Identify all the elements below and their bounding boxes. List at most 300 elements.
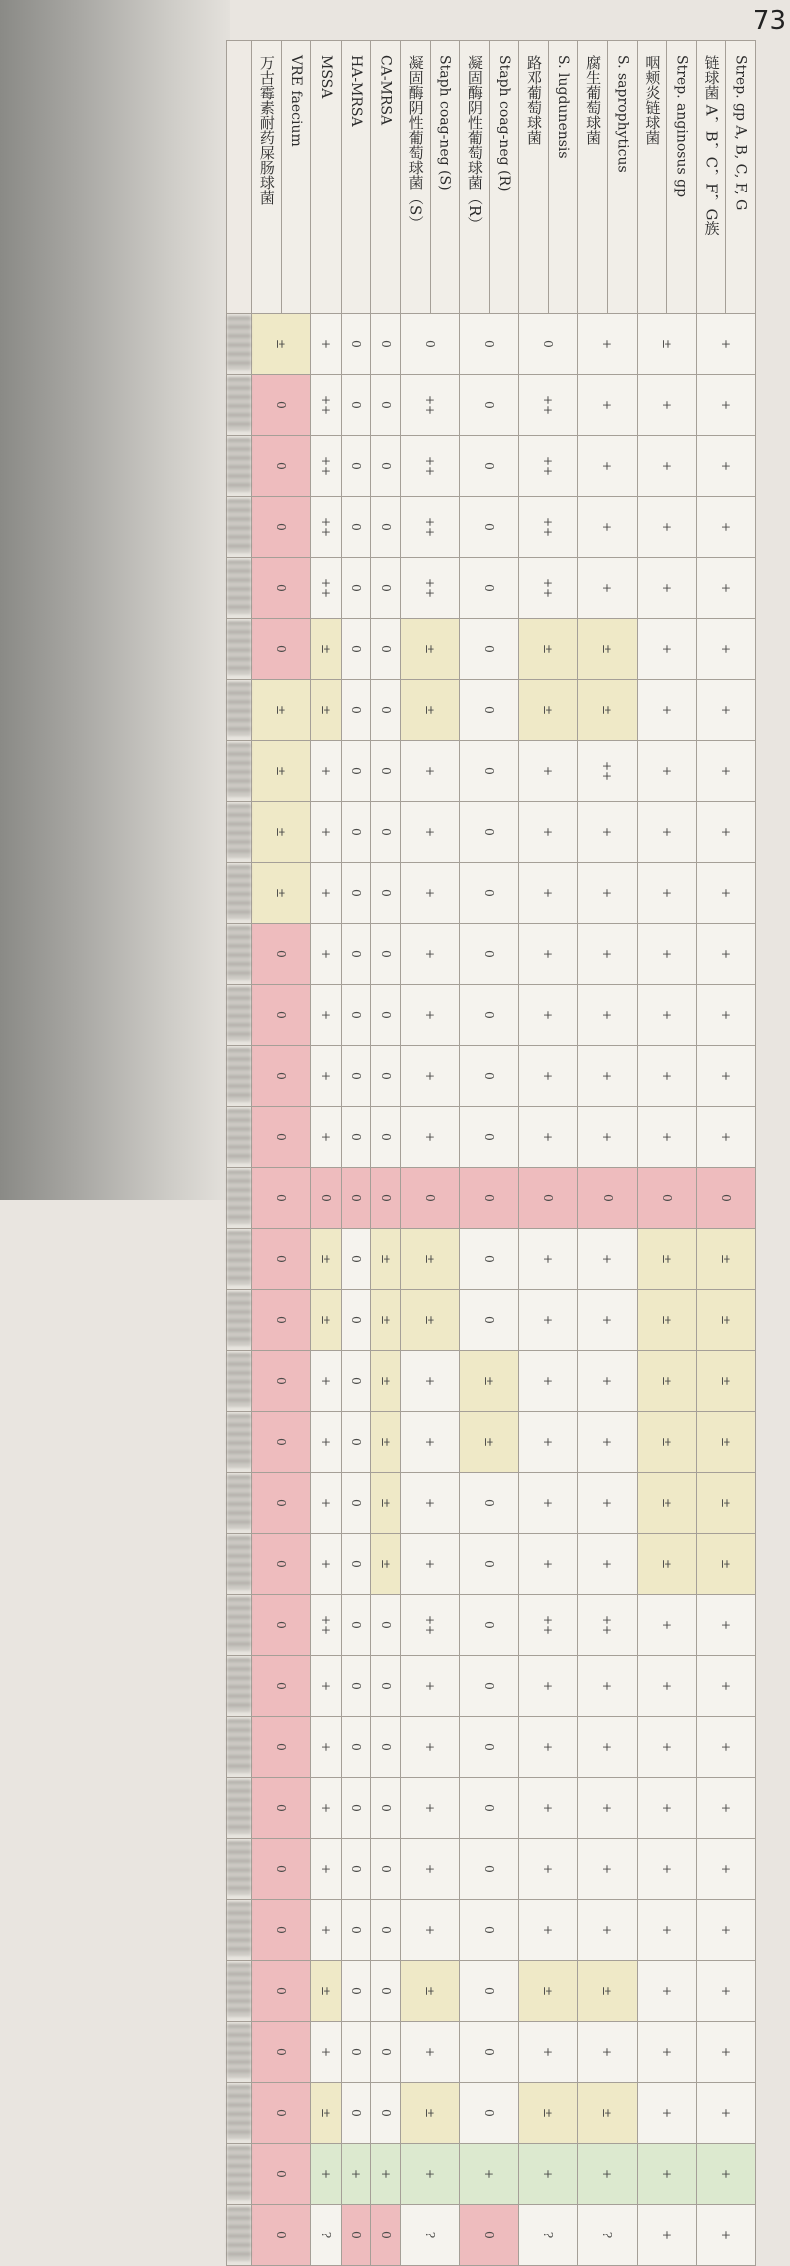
antibiotic-label-blurred	[227, 680, 252, 741]
susceptibility-cell	[578, 2022, 637, 2083]
susceptibility-cell	[519, 1534, 578, 1595]
susceptibility-cell	[371, 1229, 400, 1290]
susceptibility-value: 0	[274, 1559, 289, 1568]
susceptibility-value: ±	[659, 1436, 674, 1447]
susceptibility-cell	[341, 1290, 370, 1351]
susceptibility-cell	[252, 1839, 311, 1900]
susceptibility-cell	[252, 1473, 311, 1534]
susceptibility-value: +	[422, 1680, 437, 1691]
susceptibility-cell	[311, 1412, 342, 1473]
blurred-antibiotic-name	[227, 1902, 251, 1956]
susceptibility-value: 0	[349, 2108, 364, 2117]
susceptibility-cell	[371, 1351, 400, 1412]
susceptibility-value: ±	[422, 2107, 437, 2118]
blurred-antibiotic-name	[227, 316, 251, 370]
susceptibility-value: 0	[482, 1071, 497, 1080]
susceptibility-cell	[341, 1473, 370, 1534]
susceptibility-value: 0	[482, 583, 497, 592]
susceptibility-value: +	[659, 1131, 674, 1142]
susceptibility-cell	[341, 741, 370, 802]
susceptibility-cell	[341, 1534, 370, 1595]
blurred-antibiotic-name	[227, 926, 251, 980]
header-row	[227, 41, 756, 314]
susceptibility-cell	[311, 741, 342, 802]
susceptibility-value: +	[718, 704, 733, 715]
susceptibility-cell	[696, 619, 755, 680]
susceptibility-cell	[519, 985, 578, 1046]
susceptibility-cell	[696, 924, 755, 985]
susceptibility-value: +	[422, 765, 437, 776]
organism-label: VRE faecium	[287, 55, 304, 147]
susceptibility-value: +	[659, 765, 674, 776]
susceptibility-cell	[311, 1961, 342, 2022]
susceptibility-cell	[696, 1168, 755, 1229]
blurred-antibiotic-name	[227, 2085, 251, 2139]
susceptibility-cell	[400, 1656, 459, 1717]
susceptibility-cell	[459, 1229, 518, 1290]
susceptibility-cell	[341, 1900, 370, 1961]
susceptibility-value: ++	[319, 394, 334, 415]
susceptibility-cell	[578, 1656, 637, 1717]
susceptibility-cell	[459, 924, 518, 985]
susceptibility-cell	[578, 314, 637, 375]
susceptibility-cell	[311, 924, 342, 985]
susceptibility-cell	[637, 314, 696, 375]
susceptibility-value: +	[600, 1375, 615, 1386]
susceptibility-value: ±	[718, 1436, 733, 1447]
susceptibility-cell	[400, 2022, 459, 2083]
susceptibility-cell	[252, 1290, 311, 1351]
susceptibility-value: 0	[482, 1925, 497, 1934]
susceptibility-value: ++	[600, 1614, 615, 1635]
susceptibility-value: ±	[319, 643, 333, 654]
susceptibility-value: 0	[349, 1071, 364, 1080]
susceptibility-cell	[311, 1046, 342, 1107]
susceptibility-value: +	[541, 2046, 556, 2057]
susceptibility-value: +	[718, 399, 733, 410]
susceptibility-cell	[519, 1046, 578, 1107]
susceptibility-value: +	[319, 338, 333, 349]
susceptibility-value: ++	[541, 577, 556, 598]
susceptibility-value: 0	[349, 1132, 364, 1141]
susceptibility-value: 0	[349, 1010, 364, 1019]
table-row	[227, 2144, 756, 2205]
susceptibility-cell	[252, 1107, 311, 1168]
susceptibility-value: 0	[378, 888, 393, 897]
susceptibility-cell	[578, 1473, 637, 1534]
susceptibility-value: +	[718, 338, 733, 349]
susceptibility-cell	[637, 2083, 696, 2144]
susceptibility-value: 0	[349, 1254, 364, 1263]
header-corner	[227, 41, 252, 314]
susceptibility-value: 0	[378, 644, 393, 653]
susceptibility-value: ±	[378, 1314, 393, 1325]
susceptibility-cell	[519, 1412, 578, 1473]
susceptibility-table-wrap	[226, 40, 756, 2240]
susceptibility-value: 0	[482, 1986, 497, 1995]
susceptibility-value: +	[659, 1680, 674, 1691]
susceptibility-cell	[459, 1168, 518, 1229]
susceptibility-cell	[696, 1839, 755, 1900]
susceptibility-value: 0	[349, 583, 364, 592]
table-row	[227, 924, 756, 985]
susceptibility-value: 0	[378, 1071, 393, 1080]
organism-header	[637, 41, 667, 314]
susceptibility-value: 0	[482, 1559, 497, 1568]
table-row	[227, 741, 756, 802]
susceptibility-cell	[371, 1046, 400, 1107]
blurred-antibiotic-name	[227, 1475, 251, 1529]
susceptibility-value: +	[718, 643, 733, 654]
susceptibility-value: +	[541, 1741, 556, 1752]
antibiotic-label-blurred	[227, 1900, 252, 1961]
susceptibility-cell	[459, 1778, 518, 1839]
organism-header	[696, 41, 726, 314]
susceptibility-value: 0	[482, 1498, 497, 1507]
susceptibility-cell	[311, 863, 342, 924]
susceptibility-cell	[252, 1534, 311, 1595]
susceptibility-value: +	[600, 826, 615, 837]
susceptibility-cell	[696, 680, 755, 741]
susceptibility-value: 0	[349, 888, 364, 897]
susceptibility-value: ++	[422, 577, 437, 598]
susceptibility-value: +	[600, 948, 615, 959]
organism-label: CA-MRSA	[377, 55, 394, 126]
susceptibility-value: 0	[378, 1010, 393, 1019]
susceptibility-cell	[371, 985, 400, 1046]
susceptibility-cell	[578, 619, 637, 680]
susceptibility-cell	[252, 375, 311, 436]
susceptibility-value: ?	[422, 2231, 437, 2238]
susceptibility-value: ±	[422, 1985, 437, 1996]
blurred-antibiotic-name	[227, 2146, 251, 2200]
susceptibility-value: ±	[378, 1558, 393, 1569]
susceptibility-value: +	[718, 948, 733, 959]
susceptibility-cell	[371, 1168, 400, 1229]
susceptibility-cell	[637, 436, 696, 497]
susceptibility-cell	[371, 1717, 400, 1778]
antibiotic-label-blurred	[227, 1961, 252, 2022]
blurred-antibiotic-name	[227, 804, 251, 858]
susceptibility-value: ±	[659, 1253, 674, 1264]
susceptibility-value: 0	[349, 949, 364, 958]
susceptibility-value: +	[718, 2229, 733, 2240]
blurred-antibiotic-name	[227, 2207, 251, 2261]
susceptibility-cell	[578, 680, 637, 741]
table-row	[227, 1839, 756, 1900]
susceptibility-value: 0	[274, 1864, 289, 1873]
susceptibility-cell	[341, 1778, 370, 1839]
susceptibility-value: +	[718, 1619, 733, 1630]
susceptibility-value: +	[659, 1802, 674, 1813]
susceptibility-cell	[252, 1168, 311, 1229]
susceptibility-value: 0	[378, 766, 393, 775]
susceptibility-value: +	[718, 826, 733, 837]
susceptibility-value: 0	[349, 1193, 364, 1202]
susceptibility-value: 0	[378, 1986, 393, 1995]
susceptibility-value: 0	[349, 2230, 364, 2239]
table-row	[227, 1412, 756, 1473]
susceptibility-cell	[341, 2205, 370, 2266]
susceptibility-value: 0	[378, 1742, 393, 1751]
susceptibility-cell	[578, 1046, 637, 1107]
susceptibility-value: 0	[274, 949, 289, 958]
susceptibility-value: 0	[482, 339, 497, 348]
susceptibility-value: 0	[274, 583, 289, 592]
susceptibility-cell	[519, 1656, 578, 1717]
susceptibility-value: 0	[482, 2230, 497, 2239]
susceptibility-cell	[578, 1961, 637, 2022]
susceptibility-value: ++	[422, 394, 437, 415]
susceptibility-value: 0	[349, 400, 364, 409]
susceptibility-value: +	[718, 1924, 733, 1935]
organism-label: 咽颊炎链球菌	[643, 55, 662, 145]
antibiotic-label-blurred	[227, 1656, 252, 1717]
susceptibility-cell	[696, 2144, 755, 2205]
susceptibility-cell	[637, 558, 696, 619]
susceptibility-value: 0	[349, 1925, 364, 1934]
susceptibility-cell	[578, 2205, 637, 2266]
susceptibility-cell	[341, 985, 370, 1046]
susceptibility-value: 0	[482, 1315, 497, 1324]
susceptibility-value: 0	[274, 2230, 289, 2239]
susceptibility-cell	[341, 863, 370, 924]
susceptibility-value: 0	[482, 644, 497, 653]
blurred-antibiotic-name	[227, 1170, 251, 1224]
susceptibility-value: 0	[274, 1803, 289, 1812]
susceptibility-cell	[311, 1290, 342, 1351]
susceptibility-value: 0	[274, 1254, 289, 1263]
susceptibility-cell	[637, 985, 696, 1046]
susceptibility-value: 0	[482, 949, 497, 958]
antibiotic-label-blurred	[227, 1473, 252, 1534]
susceptibility-value: 0	[718, 1193, 733, 1202]
susceptibility-value: +	[319, 765, 333, 776]
susceptibility-value: +	[422, 1802, 437, 1813]
blurred-antibiotic-name	[227, 743, 251, 797]
susceptibility-value: 0	[378, 461, 393, 470]
organism-label: 腐生葡萄球菌	[584, 55, 603, 145]
susceptibility-value: ±	[274, 765, 289, 776]
susceptibility-value: +	[422, 1741, 437, 1752]
book-gutter-shadow	[0, 0, 230, 1200]
susceptibility-value: +	[378, 2168, 393, 2179]
antibiotic-label-blurred	[227, 1351, 252, 1412]
susceptibility-value: ±	[422, 643, 437, 654]
organism-label: Staph coag-neg (R)	[495, 55, 512, 192]
susceptibility-cell	[519, 2205, 578, 2266]
susceptibility-value: 0	[378, 1132, 393, 1141]
susceptibility-value: +	[718, 1802, 733, 1813]
susceptibility-value: +	[600, 399, 615, 410]
blurred-antibiotic-name	[227, 1414, 251, 1468]
susceptibility-cell	[252, 1046, 311, 1107]
table-row	[227, 1168, 756, 1229]
susceptibility-cell	[341, 1351, 370, 1412]
susceptibility-cell	[696, 1656, 755, 1717]
susceptibility-cell	[252, 985, 311, 1046]
susceptibility-value: 0	[482, 1864, 497, 1873]
organism-header	[400, 41, 430, 314]
susceptibility-cell	[459, 1961, 518, 2022]
organism-label: Strep. gp A, B, C, F, G	[732, 55, 749, 211]
susceptibility-cell	[252, 558, 311, 619]
organism-header	[548, 41, 577, 314]
susceptibility-cell	[252, 1229, 311, 1290]
susceptibility-cell	[400, 985, 459, 1046]
susceptibility-cell	[519, 741, 578, 802]
organism-label: 凝固酶阴性葡萄球菌（S）	[406, 55, 425, 231]
susceptibility-value: +	[659, 521, 674, 532]
susceptibility-cell	[371, 1595, 400, 1656]
susceptibility-cell	[371, 1656, 400, 1717]
susceptibility-value: 0	[482, 766, 497, 775]
susceptibility-value: +	[319, 1802, 333, 1813]
susceptibility-cell	[519, 1107, 578, 1168]
susceptibility-cell	[371, 558, 400, 619]
susceptibility-cell	[637, 1961, 696, 2022]
susceptibility-cell	[696, 1046, 755, 1107]
susceptibility-cell	[459, 1412, 518, 1473]
blurred-antibiotic-name	[227, 1048, 251, 1102]
susceptibility-value: 0	[378, 2230, 393, 2239]
antibiotic-label-blurred	[227, 924, 252, 985]
susceptibility-cell	[400, 558, 459, 619]
susceptibility-cell	[371, 1473, 400, 1534]
susceptibility-value: +	[600, 1558, 615, 1569]
susceptibility-value: +	[718, 460, 733, 471]
susceptibility-value: 0	[349, 1803, 364, 1812]
susceptibility-value: +	[482, 2168, 497, 2179]
susceptibility-value: 0	[378, 583, 393, 592]
susceptibility-cell	[578, 1290, 637, 1351]
susceptibility-cell	[637, 1534, 696, 1595]
susceptibility-value: +	[541, 1314, 556, 1325]
susceptibility-cell	[341, 1656, 370, 1717]
susceptibility-value: 0	[541, 1193, 556, 1202]
susceptibility-value: ±	[319, 1253, 333, 1264]
susceptibility-cell	[311, 1595, 342, 1656]
susceptibility-cell	[252, 741, 311, 802]
susceptibility-cell	[696, 1229, 755, 1290]
susceptibility-cell	[696, 741, 755, 802]
susceptibility-value: +	[541, 1924, 556, 1935]
susceptibility-value: ++	[541, 516, 556, 537]
susceptibility-value: +	[319, 1131, 333, 1142]
susceptibility-cell	[400, 1717, 459, 1778]
susceptibility-value: ±	[274, 887, 289, 898]
susceptibility-cell	[341, 2083, 370, 2144]
susceptibility-cell	[578, 2083, 637, 2144]
susceptibility-value: ++	[422, 1614, 437, 1635]
antibiotic-label-blurred	[227, 2022, 252, 2083]
susceptibility-cell	[459, 985, 518, 1046]
table-row	[227, 1717, 756, 1778]
susceptibility-value: ±	[482, 1436, 497, 1447]
susceptibility-value: 0	[378, 522, 393, 531]
susceptibility-cell	[578, 1778, 637, 1839]
susceptibility-cell	[696, 558, 755, 619]
susceptibility-value: +	[600, 582, 615, 593]
susceptibility-cell	[341, 1046, 370, 1107]
susceptibility-value: 0	[482, 461, 497, 470]
susceptibility-cell	[696, 1534, 755, 1595]
susceptibility-cell	[459, 1290, 518, 1351]
susceptibility-cell	[252, 497, 311, 558]
susceptibility-cell	[252, 1961, 311, 2022]
susceptibility-value: +	[600, 2168, 615, 2179]
antibiotic-label-blurred	[227, 619, 252, 680]
susceptibility-cell	[519, 2083, 578, 2144]
susceptibility-cell	[400, 1107, 459, 1168]
table-row	[227, 619, 756, 680]
table-row	[227, 1778, 756, 1839]
susceptibility-value: +	[659, 1924, 674, 1935]
table-row	[227, 1290, 756, 1351]
blurred-antibiotic-name	[227, 2024, 251, 2078]
susceptibility-value: 0	[274, 1498, 289, 1507]
susceptibility-value: +	[319, 1741, 333, 1752]
susceptibility-cell	[696, 2022, 755, 2083]
susceptibility-value: +	[319, 887, 333, 898]
susceptibility-cell	[371, 924, 400, 985]
susceptibility-value: 0	[274, 461, 289, 470]
antibiotic-label-blurred	[227, 741, 252, 802]
susceptibility-value: +	[422, 1375, 437, 1386]
susceptibility-value: 0	[349, 1742, 364, 1751]
susceptibility-cell	[311, 314, 342, 375]
susceptibility-cell	[637, 1839, 696, 1900]
susceptibility-value: +	[319, 948, 333, 959]
susceptibility-cell	[696, 1961, 755, 2022]
table-row	[227, 1046, 756, 1107]
susceptibility-cell	[371, 1412, 400, 1473]
table-row	[227, 497, 756, 558]
susceptibility-value: ±	[541, 2107, 556, 2118]
susceptibility-cell	[519, 680, 578, 741]
susceptibility-cell	[578, 1229, 637, 1290]
susceptibility-cell	[519, 1961, 578, 2022]
susceptibility-value: +	[319, 1863, 333, 1874]
susceptibility-cell	[696, 1290, 755, 1351]
susceptibility-cell	[400, 436, 459, 497]
susceptibility-cell	[519, 375, 578, 436]
susceptibility-cell	[371, 1900, 400, 1961]
susceptibility-value: ?	[600, 2231, 615, 2238]
susceptibility-cell	[519, 1229, 578, 1290]
susceptibility-cell	[578, 1168, 637, 1229]
antibiotic-label-blurred	[227, 1168, 252, 1229]
susceptibility-cell	[400, 1046, 459, 1107]
blurred-antibiotic-name	[227, 1292, 251, 1346]
susceptibility-value: ±	[378, 1436, 393, 1447]
susceptibility-cell	[311, 1168, 342, 1229]
susceptibility-value: +	[718, 765, 733, 776]
susceptibility-cell	[578, 985, 637, 1046]
susceptibility-cell	[371, 375, 400, 436]
table-row	[227, 375, 756, 436]
susceptibility-value: +	[718, 1863, 733, 1874]
susceptibility-value: +	[541, 1131, 556, 1142]
susceptibility-value: 0	[482, 1681, 497, 1690]
susceptibility-value: ±	[482, 1375, 497, 1386]
susceptibility-value: +	[659, 704, 674, 715]
susceptibility-value: +	[659, 460, 674, 471]
susceptibility-value: 0	[482, 1132, 497, 1141]
susceptibility-cell	[341, 558, 370, 619]
antibiotic-label-blurred	[227, 2083, 252, 2144]
susceptibility-cell	[578, 1595, 637, 1656]
